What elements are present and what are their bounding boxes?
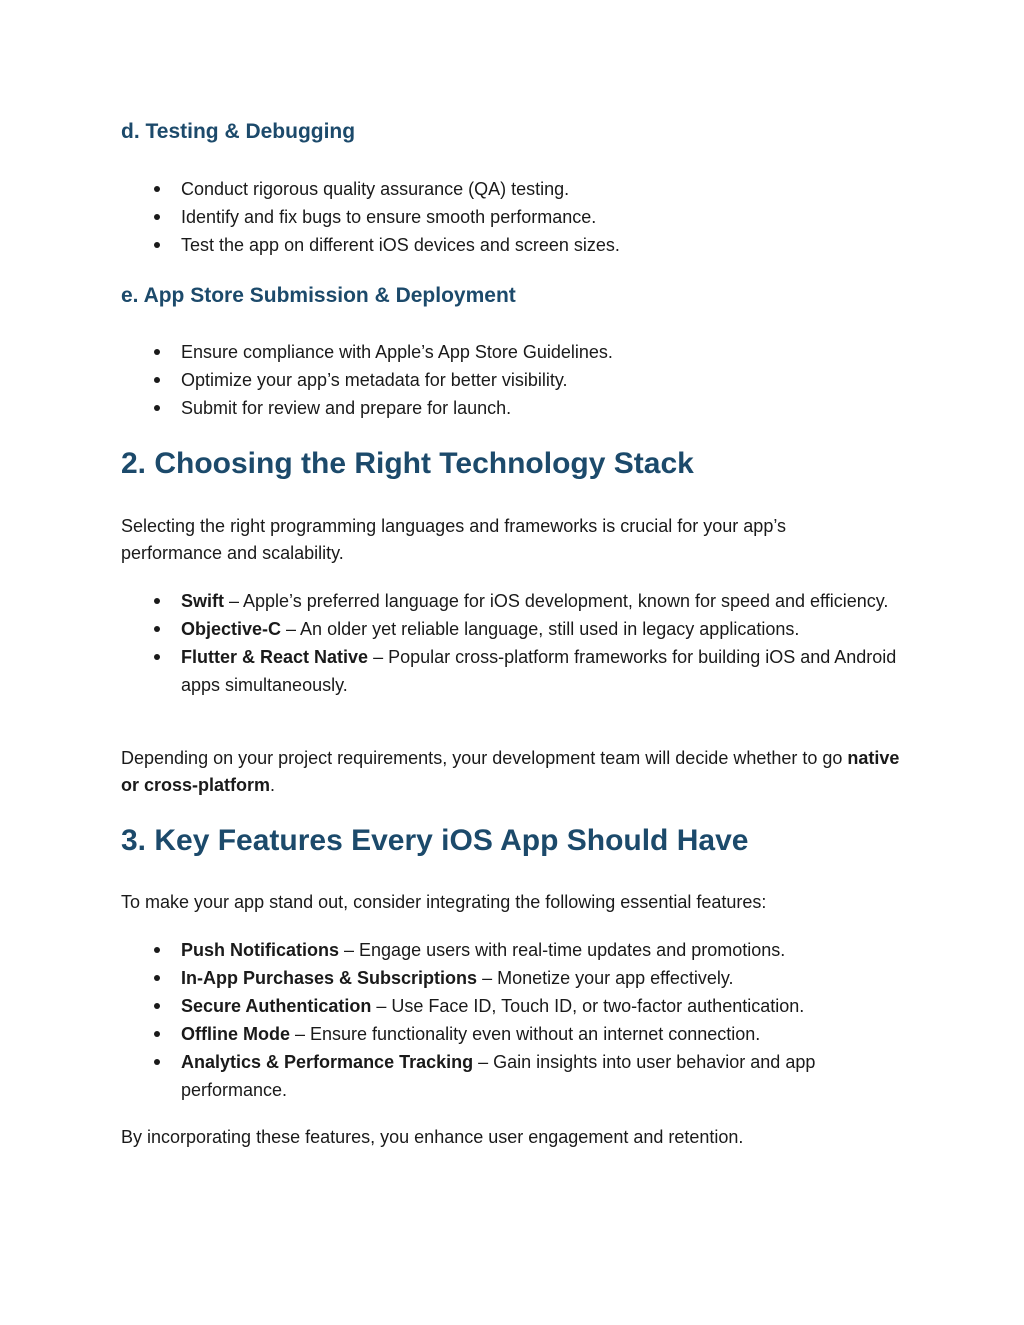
list-item <box>121 643 911 699</box>
list-item-desc: – Engage users with real-time updates and promotions. <box>339 940 786 960</box>
list-item-desc: – Monetize your app effectively. <box>477 968 734 988</box>
list-item-term: Flutter & React Native <box>181 647 369 667</box>
list-item: Optimize your app’s metadata for better visibility. <box>121 366 911 394</box>
list-item-term: In-App Purchases & Subscriptions <box>181 968 478 988</box>
list-item-term: Swift <box>181 591 224 611</box>
bullet-icon <box>154 1059 160 1065</box>
list-item-desc: – Gain insights into user behavior and app performance. <box>181 1052 816 1100</box>
bullet-icon <box>154 598 160 604</box>
section-3-heading: 3. Key Features Every iOS App Should Have <box>121 824 749 857</box>
list-item: Ensure compliance with Apple’s App Store Guidelines. <box>121 338 911 366</box>
bullet-icon <box>154 214 160 220</box>
bullet-icon <box>154 1003 160 1009</box>
list-item <box>121 1048 911 1104</box>
list-item-term: Offline Mode <box>181 1024 290 1044</box>
section-3-intro: To make your app stand out, consider integrating the following essential features: <box>121 892 767 912</box>
list-item: Submit for review and prepare for launch. <box>121 394 911 422</box>
bullet-icon <box>154 349 160 355</box>
list-item <box>121 615 911 643</box>
list-item-term: Analytics & Performance Tracking <box>181 1052 474 1072</box>
bullet-icon <box>154 186 160 192</box>
section-e-heading: e. App Store Submission & Deployment <box>121 284 516 307</box>
section-2-heading: 2. Choosing the Right Technology Stack <box>121 447 694 480</box>
list-item <box>121 936 911 964</box>
list-item: Conduct rigorous quality assurance (QA) testing. <box>121 175 911 203</box>
section-2-outro-emphasis: native or cross-platform <box>121 748 900 795</box>
section-2-intro: Selecting the right programming languages and frameworks is crucial for your app’s performance and scalability. <box>121 516 786 563</box>
section-2-outro: Depending on your project requirements, your development team will decide whether to go native or cross-platform. <box>121 748 900 795</box>
list-item <box>121 1020 911 1048</box>
list-item <box>121 587 911 615</box>
list-item-desc: – Use Face ID, Touch ID, or two-factor authentication. <box>371 996 805 1016</box>
section-2-list <box>121 587 911 699</box>
list-item-term: Objective-C <box>181 619 282 639</box>
section-3-list <box>121 936 911 1104</box>
section-e-list <box>121 338 911 422</box>
bullet-icon <box>154 626 160 632</box>
list-item-term: Push Notifications <box>181 940 340 960</box>
bullet-icon <box>154 377 160 383</box>
list-item-desc: – Ensure functionality even without an internet connection. <box>290 1024 761 1044</box>
bullet-icon <box>154 1031 160 1037</box>
list-item <box>121 992 911 1020</box>
list-item-desc: – Apple’s preferred language for iOS development, known for speed and efficiency. <box>224 591 889 611</box>
list-item: Test the app on different iOS devices and screen sizes. <box>121 231 911 259</box>
bullet-icon <box>154 654 160 660</box>
section-3-outro: By incorporating these features, you enhance user engagement and retention. <box>121 1127 744 1147</box>
section-d-list <box>121 175 911 259</box>
list-item-desc: – Popular cross-platform frameworks for building iOS and Android apps simultaneously. <box>181 647 897 695</box>
list-item-term: Secure Authentication <box>181 996 372 1016</box>
section-d-heading: d. Testing & Debugging <box>121 120 356 143</box>
list-item: Identify and fix bugs to ensure smooth performance. <box>121 203 911 231</box>
bullet-icon <box>154 405 160 411</box>
bullet-icon <box>154 242 160 248</box>
list-item-desc: – An older yet reliable language, still used in legacy applications. <box>281 619 800 639</box>
list-item <box>121 964 911 992</box>
bullet-icon <box>154 947 160 953</box>
bullet-icon <box>154 975 160 981</box>
